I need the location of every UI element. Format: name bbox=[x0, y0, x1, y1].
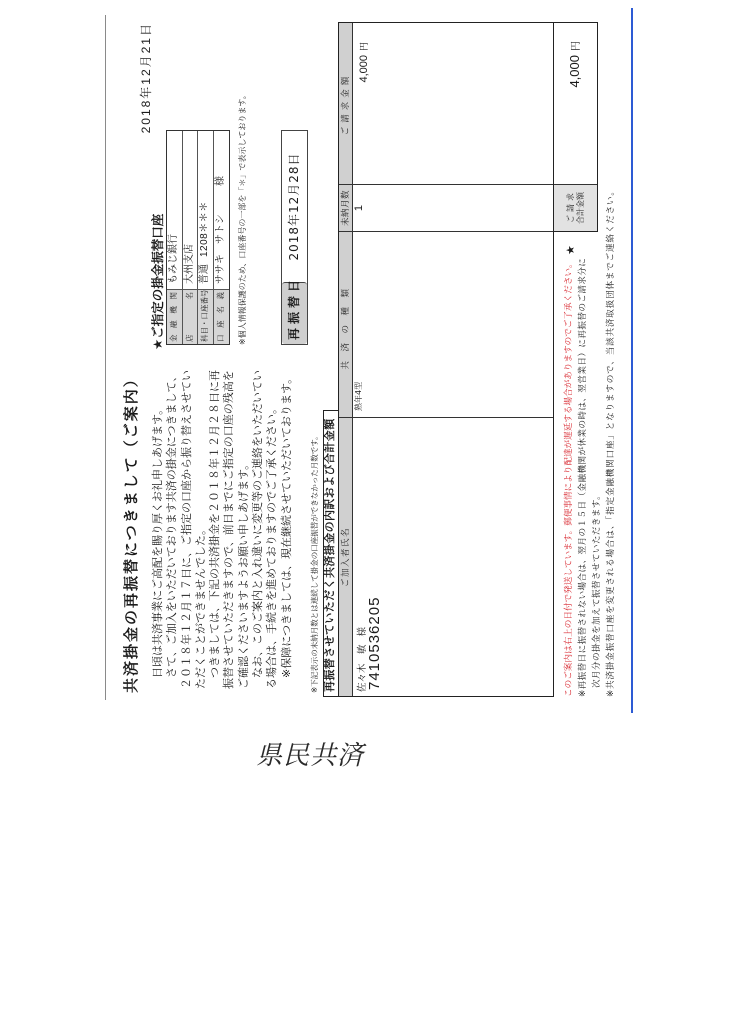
handwritten-note: 県民共済 bbox=[256, 741, 365, 771]
column-header-unpaid-months: 未納月数 bbox=[341, 190, 351, 227]
total-currency: 円 bbox=[571, 41, 582, 51]
column-header-member-name: ご加入者氏名 bbox=[341, 527, 351, 588]
account-row-number bbox=[198, 131, 214, 344]
privacy-note: ※個人情報保護のため、口座番号の一部を「＊」で表示しております。 bbox=[238, 91, 247, 345]
account-row-bank bbox=[167, 131, 183, 344]
account-row-branch bbox=[183, 131, 199, 344]
amount-cell bbox=[357, 24, 370, 184]
breakdown-caption: 再振替させていただく共済掛金の内訳および合計金額 bbox=[323, 410, 338, 697]
body-line: ただくことができませんでした。 bbox=[193, 524, 207, 689]
account-number-masked: 1208＊＊＊ bbox=[199, 201, 210, 257]
body-line: ※保障につきましては、現在継続させていただいております。 bbox=[279, 372, 293, 678]
account-holder-honorific: 様 bbox=[214, 176, 226, 186]
notice-document bbox=[105, 15, 632, 700]
total-amount: 4,000 bbox=[567, 55, 582, 88]
document-title: 共済掛金の再振替につきまして（ご案内） bbox=[122, 370, 140, 693]
column-divider bbox=[339, 184, 553, 185]
body-line: 日頃は共済事業にご高配を賜り厚くお礼申しあげます。 bbox=[151, 403, 164, 678]
branch-name: 大州支店 bbox=[183, 244, 195, 284]
account-type: 普通 bbox=[199, 264, 210, 284]
body-line: る場合は、手続きを進めておりますのでご了承ください。 bbox=[265, 403, 279, 689]
body-line: 振替させていただきますので、前日までにご指定の口座の残高を bbox=[222, 370, 236, 689]
member-name: 佐々木 敏 bbox=[357, 644, 368, 692]
unpaid-months: 1 bbox=[353, 204, 365, 212]
member-number: 7410536205 bbox=[366, 596, 383, 690]
footer-note: 次月分の掛金を加えて振替させていただきます。 bbox=[592, 490, 602, 688]
star-mark-icon: ★ bbox=[564, 245, 577, 255]
body-text bbox=[151, 370, 294, 689]
account-table bbox=[166, 130, 230, 345]
account-type-number bbox=[198, 201, 213, 289]
breakdown-table bbox=[338, 22, 554, 697]
body-line: さて、ご加入をいただいております共済の掛金につきまして、 bbox=[165, 370, 179, 678]
body-line: なお、このご案内と入れ違いに変更等のご連絡をいただいてい bbox=[251, 370, 265, 678]
account-row-holder bbox=[214, 131, 230, 344]
account-holder-name: ササキ サトシ bbox=[214, 214, 226, 284]
account-label: 金融機関 bbox=[167, 289, 182, 344]
member-honorific: 様 bbox=[357, 626, 368, 637]
issue-date: 2018年12月21日 bbox=[139, 22, 153, 134]
column-header-amount: ご請求金額 bbox=[341, 72, 351, 136]
amount-currency: 円 bbox=[360, 42, 370, 52]
account-label: 口座名義 bbox=[214, 289, 230, 344]
redebit-date-box bbox=[281, 130, 308, 345]
total-value bbox=[554, 23, 597, 184]
column-header-plan: 共済の種類 bbox=[341, 279, 351, 370]
footer-note: ※共済掛金振替口座を変更される場合は、「指定金融機関口座」となりますので、当該共済取扱団体までご連絡ください。 bbox=[606, 186, 616, 697]
redebit-label: 再振替日 bbox=[282, 282, 307, 344]
body-line: つきましては、下記の共済掛金を２０１８年１２月２８日に再 bbox=[208, 370, 222, 678]
total-amount-box bbox=[553, 22, 598, 232]
plan-type: 熟年4型 bbox=[354, 381, 363, 411]
body-line: ご確認くださいますようお願い申しあげます。 bbox=[236, 458, 250, 689]
account-label: 科目・口座番号 bbox=[198, 289, 213, 344]
account-label: 店名 bbox=[183, 289, 198, 344]
total-label bbox=[554, 184, 597, 231]
mailing-notice: このご案内は右上の日付で発送しています。郵便事情により配達が遅延する場合がありますのでご了承ください。 bbox=[564, 259, 574, 697]
column-divider bbox=[339, 417, 553, 418]
body-line: ２０１８年１２月１７日に、ご指定の口座から振り替えさせてい bbox=[179, 370, 193, 689]
footer-note: ※再振替日に振替されない場合は、翌月の１５日（金融機関が休業の時は、翌営業日）に再振替のご請求分に bbox=[578, 257, 588, 697]
column-divider bbox=[339, 231, 553, 232]
bank-name: もみじ銀行 bbox=[168, 234, 179, 284]
unpaid-months-note: ※下記表示の未納月数とは連続して掛金の口座振替ができなかった月数です。 bbox=[310, 432, 319, 693]
account-holder bbox=[214, 176, 230, 289]
account-heading: ★ご指定の掛金振替口座 bbox=[150, 213, 165, 350]
total-label-line1: ご請求 bbox=[565, 190, 575, 223]
total-label-line2: 合計金額 bbox=[575, 192, 585, 224]
redebit-date: 2018年12月28日 bbox=[287, 152, 301, 261]
amount-value: 4,000 bbox=[358, 55, 370, 83]
